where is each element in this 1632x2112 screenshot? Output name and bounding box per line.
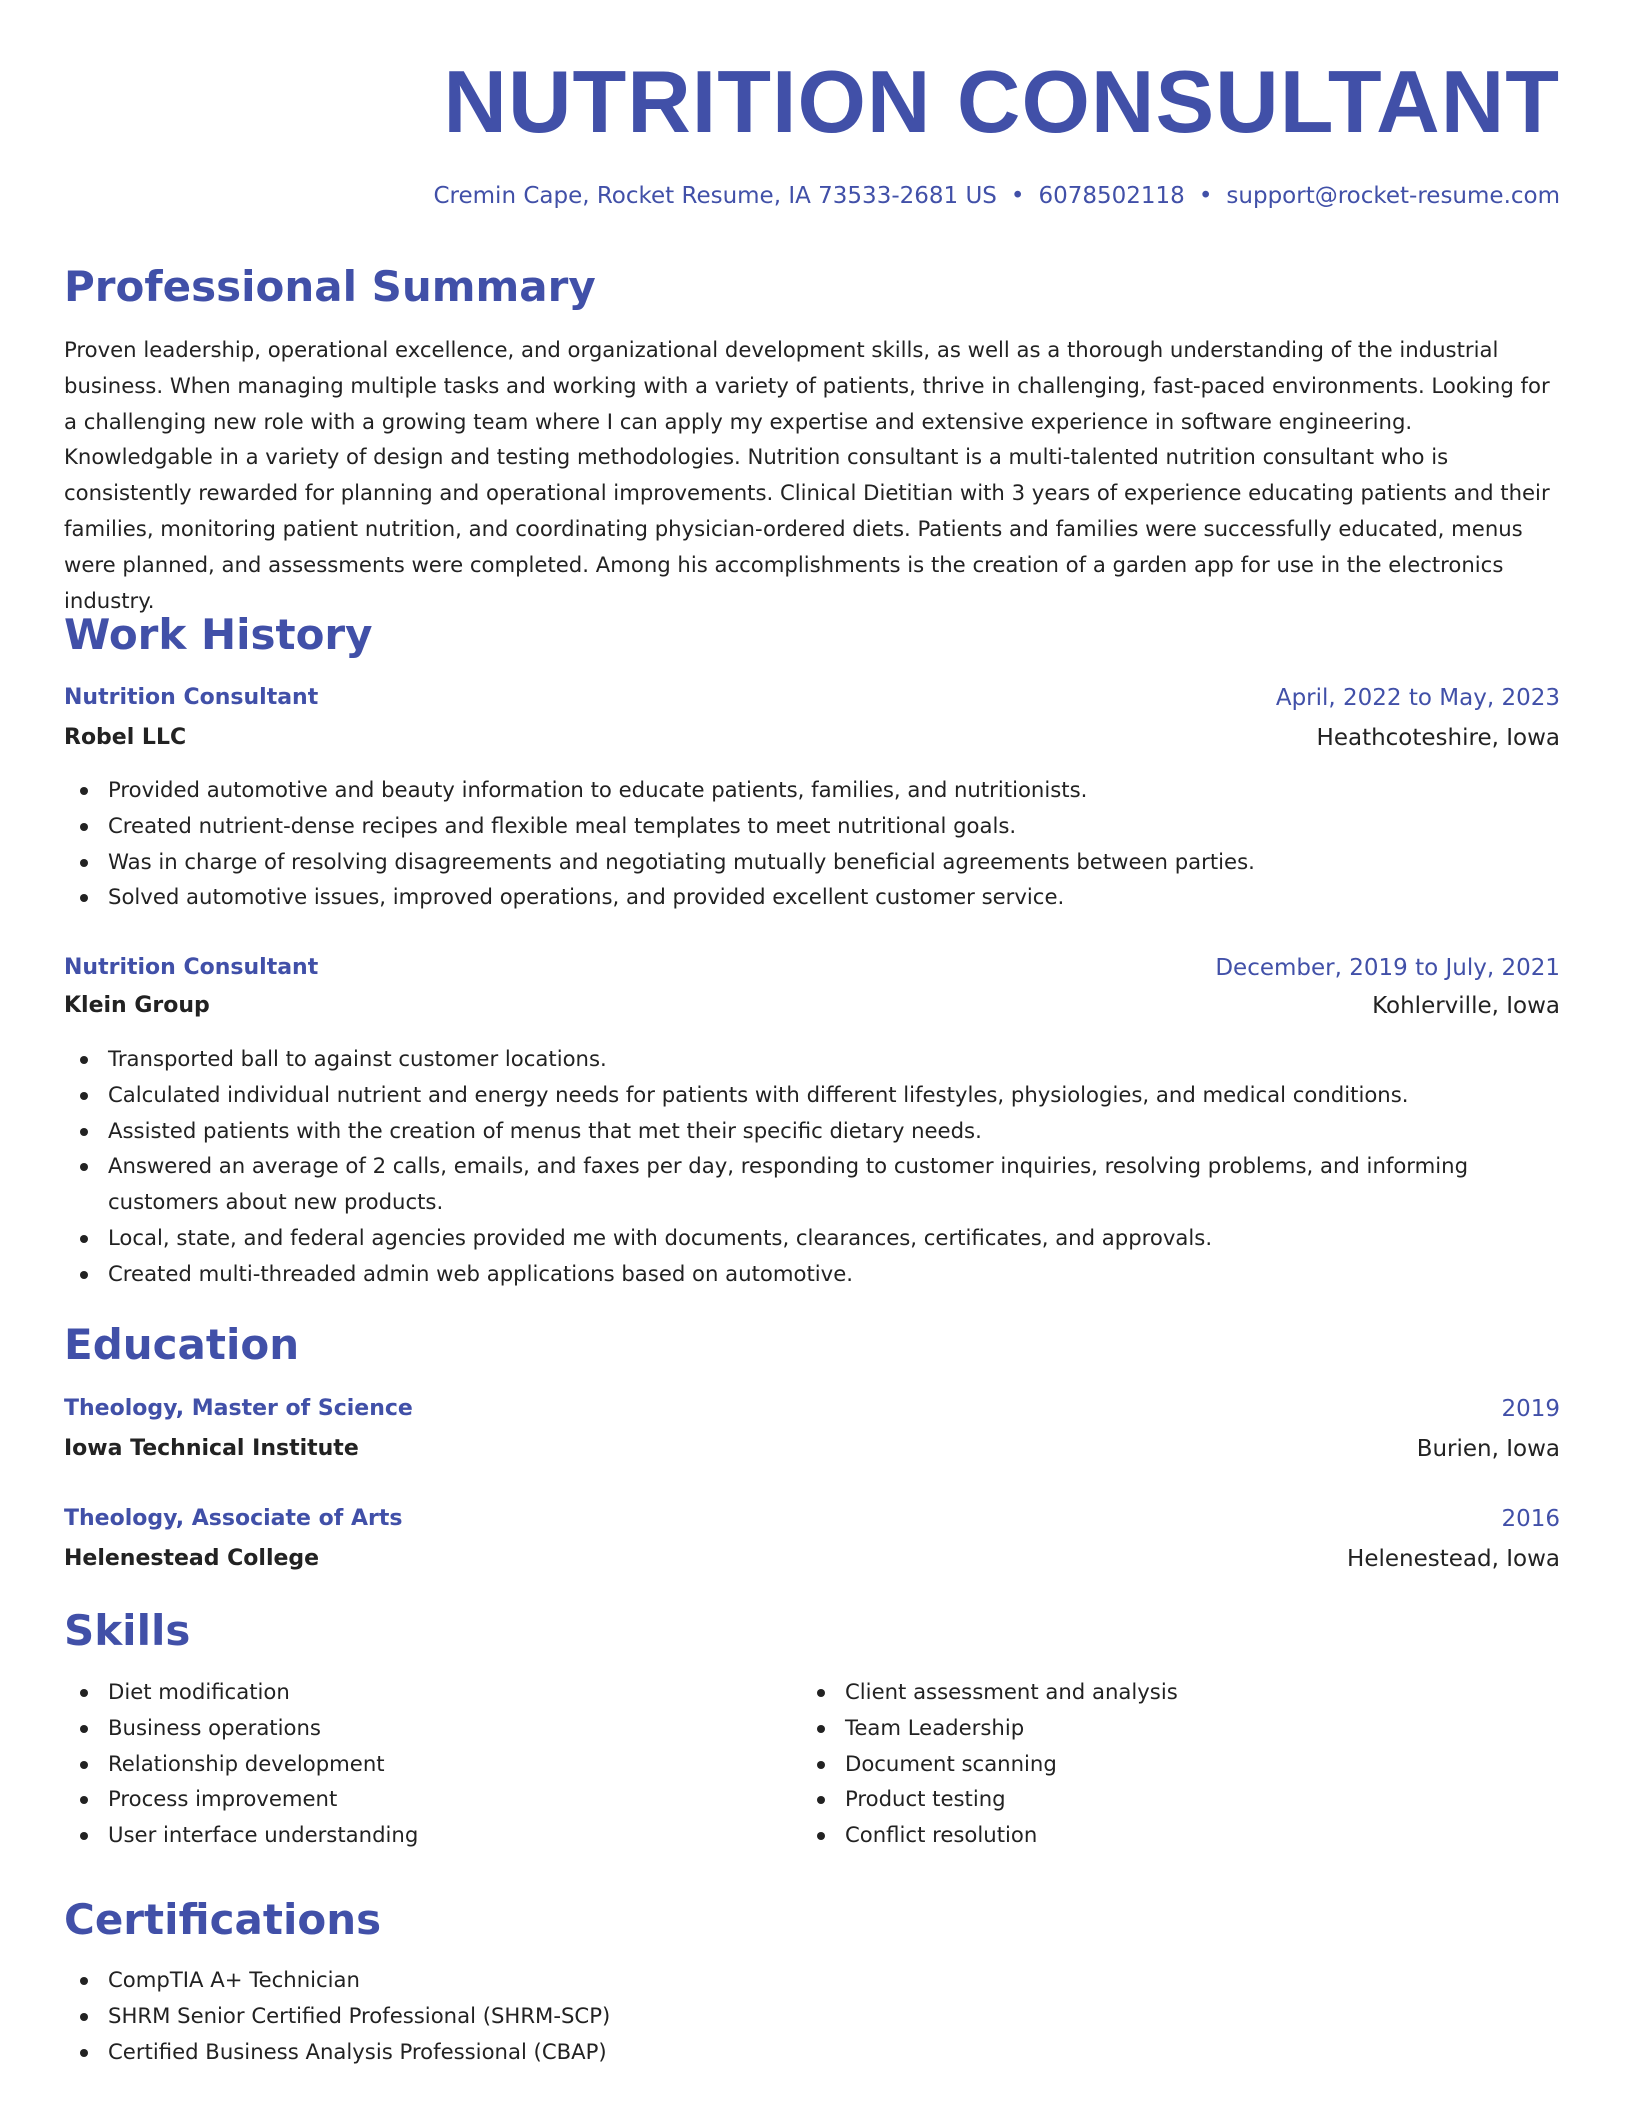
list-item: Document scanning — [801, 1746, 1632, 1782]
contact-email[interactable]: support@rocket-resume.com — [1226, 183, 1560, 209]
contact-line — [433, 179, 1560, 213]
job-company: Robel LLC — [64, 725, 187, 750]
education-location: Helenestead, Iowa — [1347, 1546, 1560, 1572]
education-year: 2016 — [1501, 1506, 1560, 1532]
list-item: Conflict resolution — [801, 1817, 1632, 1853]
list-item: Product testing — [801, 1781, 1632, 1817]
contact-separator: • — [1198, 183, 1213, 209]
list-item: Diet modification — [64, 1674, 1560, 1710]
education-header — [64, 1391, 1560, 1427]
list-item: Local, state, and federal agencies provided me with documents, clearances, certificates, and approvals. — [64, 1220, 1560, 1256]
job-location: Heathcoteshire, Iowa — [1316, 725, 1560, 751]
contact-separator: • — [1010, 183, 1025, 209]
education-school-row — [64, 1431, 1560, 1467]
education-year: 2019 — [1501, 1396, 1560, 1422]
job-bullet-list — [64, 772, 1560, 915]
list-item: Transported ball to against customer locations. — [64, 1041, 1560, 1077]
job-location: Kohlerville, Iowa — [1372, 993, 1560, 1019]
list-item: Certified Business Analysis Professional (CBAP) — [64, 2034, 1560, 2070]
education-header — [64, 1501, 1560, 1537]
list-item: Created nutrient-dense recipes and flexible meal templates to meet nutritional goals. — [64, 808, 1560, 844]
list-item: Was in charge of resolving disagreements and negotiating mutually beneficial agreements between parties. — [64, 844, 1560, 880]
section-heading-certifications: Certifications — [64, 1895, 382, 1944]
job-dates: April, 2022 to May, 2023 — [1275, 685, 1560, 711]
list-item: Solved automotive issues, improved operations, and provided excellent customer service. — [64, 879, 1560, 915]
list-item: Answered an average of 2 calls, emails, and faxes per day, responding to customer inquiries, resolving problems, and informing customers about new products. — [64, 1148, 1560, 1220]
job-dates: December, 2019 to July, 2021 — [1215, 955, 1560, 981]
resume-title: NUTRITION CONSULTANT — [443, 52, 1560, 151]
job-role: Nutrition Consultant — [64, 685, 319, 710]
job-company-row — [64, 720, 1560, 756]
list-item: Assisted patients with the creation of menus that met their specific dietary needs. — [64, 1113, 1560, 1149]
certifications-list — [64, 1962, 1560, 2069]
list-item: Relationship development — [64, 1746, 1560, 1782]
section-heading-skills: Skills — [64, 1606, 191, 1655]
list-item: User interface understanding — [64, 1817, 1560, 1853]
education-school-row — [64, 1541, 1560, 1577]
list-item: Client assessment and analysis — [801, 1674, 1632, 1710]
list-item: CompTIA A+ Technician — [64, 1962, 1560, 1998]
list-item: Team Leadership — [801, 1710, 1632, 1746]
section-heading-work: Work History — [64, 610, 373, 659]
summary-text: Proven leadership, operational excellence, and organizational development skills, as well as a thorough understanding of the industrial business. When managing multiple tasks and working with a variety of patients, thrive in challenging, fast-paced environments. Looking for a challenging new role with a growing team where I can apply my expertise and extensive experience in software engineering. Knowledgable in a variety of design and testing methodologies. Nutrition consultant is a multi-talented nutrition consultant who is consistently rewarded for planning and operational improvements. Clinical Dietitian with 3 years of experience educating patients and their families, monitoring patient nutrition, and coordinating physician-ordered diets. Patients and families were successfully educated, menus were planned, and assessments were completed. Among his accomplishments is the creation of a garden app for use in the electronics industry. — [64, 337, 1550, 613]
list-item: Business operations — [64, 1710, 1560, 1746]
list-item: SHRM Senior Certified Professional (SHRM-SCP) — [64, 1998, 1560, 2034]
education-degree: Theology, Associate of Arts — [64, 1506, 403, 1531]
section-heading-education: Education — [64, 1320, 300, 1369]
education-degree: Theology, Master of Science — [64, 1396, 413, 1421]
education-school: Iowa Technical Institute — [64, 1436, 359, 1461]
list-item: Created multi-threaded admin web applications based on automotive. — [64, 1256, 1560, 1292]
job-header — [64, 950, 1560, 986]
list-item: Calculated individual nutrient and energy needs for patients with different lifestyles, physiologies, and medical conditions. — [64, 1077, 1560, 1113]
education-location: Burien, Iowa — [1416, 1436, 1560, 1462]
section-heading-summary: Professional Summary — [64, 262, 596, 311]
education-school: Helenestead College — [64, 1546, 320, 1571]
job-bullet-list — [64, 1041, 1560, 1292]
list-item: Process improvement — [64, 1781, 1560, 1817]
job-company: Klein Group — [64, 993, 210, 1018]
contact-address: Cremin Cape, Rocket Resume, IA 73533-2681 US — [433, 183, 997, 209]
list-item: Provided automotive and beauty information to educate patients, families, and nutritionists. — [64, 772, 1560, 808]
skills-list-right — [801, 1674, 1632, 1853]
job-header — [64, 680, 1560, 716]
job-company-row — [64, 988, 1560, 1024]
job-role: Nutrition Consultant — [64, 955, 319, 980]
contact-phone[interactable]: 6078502118 — [1038, 183, 1185, 209]
